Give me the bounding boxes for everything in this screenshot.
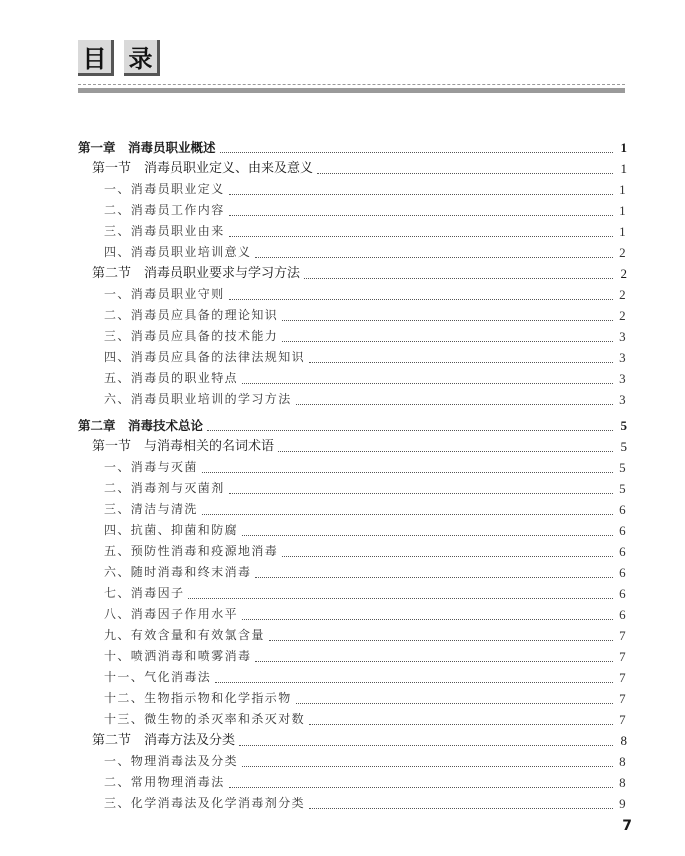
dot-leader (220, 152, 613, 153)
toc-section-entry[interactable] (78, 158, 627, 179)
toc-item-entry[interactable] (78, 221, 627, 242)
dot-leader (229, 493, 613, 494)
toc-entry-label: 二、消毒员工作内容 (104, 203, 225, 217)
toc-entry-label: 五、预防性消毒和疫源地消毒 (104, 544, 279, 558)
table-of-contents (78, 137, 627, 814)
toc-entry-page: 6 (619, 544, 627, 559)
dot-leader (242, 383, 613, 384)
header-dashed-divider (78, 84, 625, 85)
toc-entry-label: 二、消毒员应具备的理论知识 (104, 308, 279, 322)
toc-entry-label: 十二、生物指示物和化学指示物 (104, 691, 292, 705)
toc-entry-label: 一、物理消毒法及分类 (104, 754, 239, 768)
toc-entry-page: 2 (619, 287, 627, 302)
dot-leader (202, 472, 613, 473)
toc-entry-label: 七、消毒因子 (104, 586, 185, 600)
dot-leader (317, 173, 613, 174)
toc-item-entry[interactable] (78, 625, 627, 646)
toc-chapter-entry[interactable] (78, 415, 627, 436)
toc-entry-page: 1 (619, 203, 627, 218)
dot-leader (242, 766, 613, 767)
toc-item-entry[interactable] (78, 200, 627, 221)
toc-entry-page: 7 (619, 628, 627, 643)
toc-entry-page: 1 (619, 182, 627, 197)
toc-item-entry[interactable] (78, 793, 627, 814)
toc-item-entry[interactable] (78, 772, 627, 793)
toc-entry-page: 6 (619, 586, 627, 601)
toc-entry-label: 五、消毒员的职业特点 (104, 371, 239, 385)
toc-item-entry[interactable] (78, 583, 627, 604)
toc-item-entry[interactable] (78, 646, 627, 667)
toc-entry-label: 六、随时消毒和终末消毒 (104, 565, 252, 579)
toc-entry-label: 第二节 消毒方法及分类 (92, 733, 236, 748)
toc-chapter-entry[interactable] (78, 137, 627, 158)
dot-leader (309, 808, 613, 809)
toc-entry-page: 6 (619, 565, 627, 580)
toc-entry-label: 六、消毒员职业培训的学习方法 (104, 392, 292, 406)
toc-entry-page: 1 (619, 224, 627, 239)
dot-leader (188, 598, 613, 599)
dot-leader (278, 451, 613, 452)
title-char-box: 目 (78, 40, 114, 76)
toc-item-entry[interactable] (78, 751, 627, 772)
toc-entry-page: 9 (619, 796, 627, 811)
dot-leader (229, 215, 613, 216)
toc-entry-page: 1 (620, 140, 627, 155)
toc-item-entry[interactable] (78, 305, 627, 326)
toc-entry-page: 1 (620, 161, 627, 176)
dot-leader (215, 682, 613, 683)
toc-entry-label: 一、消毒员职业守则 (104, 287, 225, 301)
toc-entry-page: 7 (619, 670, 627, 685)
toc-entry-page: 3 (619, 329, 627, 344)
dot-leader (255, 257, 613, 258)
toc-entry-label: 第二节 消毒员职业要求与学习方法 (92, 266, 301, 281)
toc-entry-label: 第一章 消毒员职业概述 (78, 140, 216, 155)
toc-entry-page: 6 (619, 607, 627, 622)
toc-section-entry[interactable] (78, 263, 627, 284)
page-number: 7 (622, 818, 632, 834)
toc-entry-label: 八、消毒因子作用水平 (104, 607, 239, 621)
toc-item-entry[interactable] (78, 688, 627, 709)
toc-entry-label: 四、抗菌、抑菌和防腐 (104, 523, 239, 537)
dot-leader (309, 362, 613, 363)
toc-item-entry[interactable] (78, 562, 627, 583)
toc-entry-label: 四、消毒员职业培训意义 (104, 245, 252, 259)
toc-item-entry[interactable] (78, 478, 627, 499)
toc-entry-page: 2 (619, 245, 627, 260)
toc-item-entry[interactable] (78, 326, 627, 347)
toc-entry-page: 2 (619, 308, 627, 323)
toc-item-entry[interactable] (78, 499, 627, 520)
toc-item-entry[interactable] (78, 368, 627, 389)
toc-section-entry[interactable] (78, 436, 627, 457)
dot-leader (229, 787, 613, 788)
toc-entry-page: 5 (620, 439, 627, 454)
dot-leader (282, 320, 613, 321)
toc-item-entry[interactable] (78, 347, 627, 368)
toc-entry-label: 三、消毒员应具备的技术能力 (104, 329, 279, 343)
dot-leader (309, 724, 613, 725)
dot-leader (255, 661, 613, 662)
toc-entry-page: 7 (619, 649, 627, 664)
toc-entry-page: 3 (619, 392, 627, 407)
toc-entry-page: 2 (620, 266, 627, 281)
dot-leader (242, 619, 613, 620)
toc-entry-label: 第一节 与消毒相关的名词术语 (92, 439, 275, 454)
toc-entry-page: 7 (619, 712, 627, 727)
toc-entry-page: 5 (620, 418, 627, 433)
toc-entry-label: 第一节 消毒员职业定义、由来及意义 (92, 161, 314, 176)
toc-entry-page: 8 (619, 775, 627, 790)
dot-leader (282, 556, 613, 557)
dot-leader (229, 194, 613, 195)
toc-entry-page: 6 (619, 502, 627, 517)
toc-item-entry[interactable] (78, 284, 627, 305)
toc-entry-label: 二、消毒剂与灭菌剂 (104, 481, 225, 495)
dot-leader (304, 278, 613, 279)
dot-leader (202, 514, 613, 515)
toc-item-entry[interactable] (78, 709, 627, 730)
toc-entry-label: 三、消毒员职业由来 (104, 224, 225, 238)
dot-leader (242, 535, 613, 536)
toc-item-entry[interactable] (78, 179, 627, 200)
dot-leader (296, 703, 613, 704)
toc-entry-page: 8 (619, 754, 627, 769)
toc-item-entry[interactable] (78, 389, 627, 410)
toc-entry-label: 一、消毒员职业定义 (104, 182, 225, 196)
toc-entry-page: 5 (619, 481, 627, 496)
toc-item-entry[interactable] (78, 242, 627, 263)
toc-entry-label: 十、喷洒消毒和喷雾消毒 (104, 649, 252, 663)
toc-entry-page: 3 (619, 371, 627, 386)
dot-leader (282, 341, 613, 342)
toc-section-entry[interactable] (78, 730, 627, 751)
dot-leader (229, 236, 613, 237)
toc-item-entry[interactable] (78, 520, 627, 541)
toc-entry-page: 3 (619, 350, 627, 365)
toc-entry-label: 第二章 消毒技术总论 (78, 418, 204, 433)
toc-item-entry[interactable] (78, 667, 627, 688)
dot-leader (207, 430, 613, 431)
header-rule (78, 88, 625, 93)
toc-entry-label: 十三、微生物的杀灭率和杀灭对数 (104, 712, 306, 726)
dot-leader (255, 577, 613, 578)
toc-entry-page: 7 (619, 691, 627, 706)
dot-leader (296, 404, 613, 405)
title-char-box: 录 (124, 40, 160, 76)
toc-entry-page: 6 (619, 523, 627, 538)
toc-item-entry[interactable] (78, 457, 627, 478)
toc-entry-label: 二、常用物理消毒法 (104, 775, 225, 789)
dot-leader (239, 745, 613, 746)
toc-item-entry[interactable] (78, 604, 627, 625)
dot-leader (229, 299, 613, 300)
dot-leader (269, 640, 613, 641)
toc-entry-label: 三、清洁与清洗 (104, 502, 198, 516)
toc-entry-label: 一、消毒与灭菌 (104, 460, 198, 474)
toc-entry-page: 8 (620, 733, 627, 748)
toc-entry-label: 三、化学消毒法及化学消毒剂分类 (104, 796, 306, 810)
toc-entry-label: 四、消毒员应具备的法律法规知识 (104, 350, 306, 364)
toc-entry-page: 5 (619, 460, 627, 475)
toc-item-entry[interactable] (78, 541, 627, 562)
toc-entry-label: 十一、气化消毒法 (104, 670, 212, 684)
toc-entry-label: 九、有效含量和有效氯含量 (104, 628, 265, 642)
